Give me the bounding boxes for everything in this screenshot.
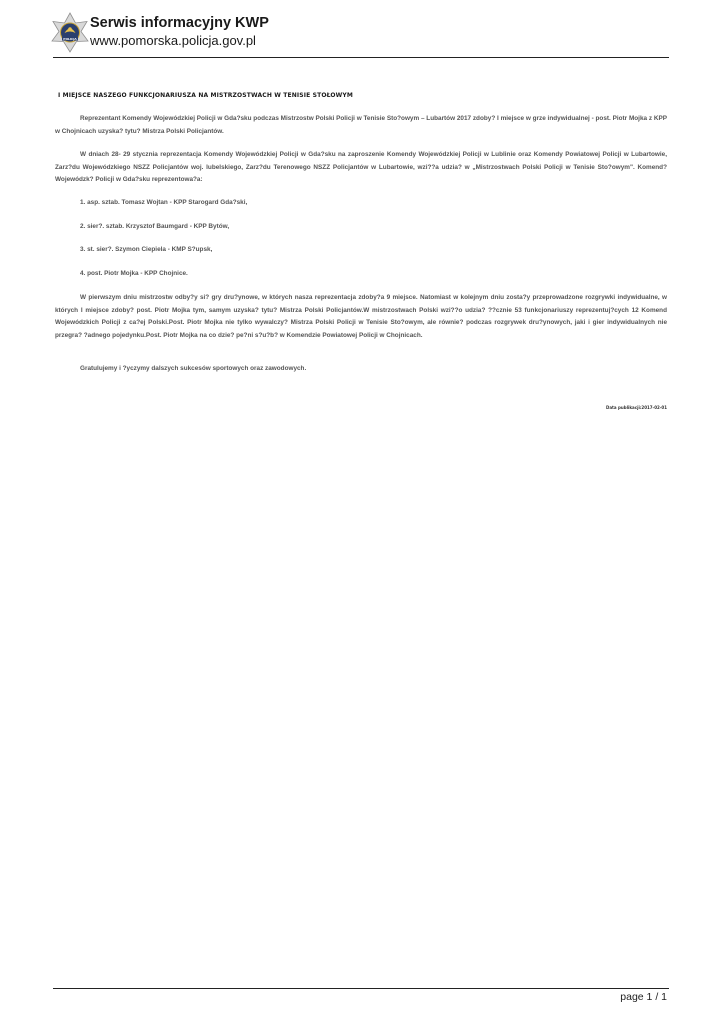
- site-title: Serwis informacyjny KWP: [90, 15, 269, 31]
- footer-divider: [53, 988, 669, 989]
- site-url: www.pomorska.policja.gov.pl: [90, 33, 256, 48]
- list-item: 4. post. Piotr Mojka - KPP Chojnice.: [80, 270, 188, 277]
- page-number: page 1 / 1: [620, 991, 667, 1003]
- article-closing: Gratulujemy i ?yczymy dalszych sukcesów sportowych oraz zawodowych.: [80, 365, 307, 372]
- publication-date: Data publikacji:2017-02-01: [606, 405, 667, 410]
- article-title: I MIEJSCE NASZEGO FUNKCJONARIUSZA NA MISTRZOSTWACH W TENISIE STOŁOWYM: [58, 92, 354, 99]
- article-paragraph: W pierwszym dniu mistrzostw odby?y si? gry dru?ynowe, w których nasza reprezentacja zdoby?a 9 miejsce. Natomiast w kolejnym dniu zosta?y przeprowadzone rozgrywki indywidualne, w których I miejsce zdoby? post. Piotr Mojka tym, samym uzyska? tytu? Mistrza Polski Policjantów.W mistrzostwach Polski wzi??o udzia? ??cznie 53 funkcjonariuszy reprezentuj?cych 12 Komend Wojewódzkich Policji z ca?ej Polski.Post. Piotr Mojka nie tylko wywalczy? Mistrza Polski Policji w Tenisie Sto?owym, ale równie? podczas rozgrywek dru?ynowych, jaki i gier indywidualnych nie przegra? ?adnego pojedynku.Post. Piotr Mojka na co dzie? pe?ni s?u?b? w Komendzie Powiatowej Policji w Chojnicach.: [55, 294, 667, 339]
- article-lead: Reprezentant Komendy Wojewódzkiej Policji w Gda?sku podczas Mistrzostw Polski Policji w Tenisie Sto?owym – Lubartów 2017 zdoby? I miejsce w grze indywidualnej - post. Piotr Mojka z KPP w Chojnicach uzyska? tytu? Mistrza Polski Policjantów.: [55, 115, 667, 135]
- header-divider: [53, 57, 669, 58]
- article-paragraph: W dniach 28- 29 stycznia reprezentacja Komendy Wojewódzkiej Policji w Gda?sku na zaproszenie Komendy Wojewódzkiej Policji w Lublinie oraz Komendy Powiatowej Policji w Lubartowie, Zarz?du Wojewódzkiego NSZZ Policjantów woj. lubelskiego, Zarz?du Terenowego NSZZ Policjantów w Lubartowie, wzi??a udzia? w „Mistrzostwach Polski Policji w Tenisie Sto?owym". Komend? Wojewódzk? Policji w Gda?sku reprezentowa?a:: [55, 151, 667, 183]
- police-star-badge-icon: [50, 12, 90, 54]
- list-item: 1. asp. sztab. Tomasz Wojtan - KPP Starogard Gda?ski,: [80, 199, 248, 206]
- list-item: 2. sier?. sztab. Krzysztof Baumgard - KPP Bytów,: [80, 223, 230, 230]
- list-item: 3. st. sier?. Szymon Ciepiela - KMP S?upsk,: [80, 246, 213, 253]
- site-header: [50, 12, 670, 54]
- logo-text: POLICJA: [63, 36, 77, 41]
